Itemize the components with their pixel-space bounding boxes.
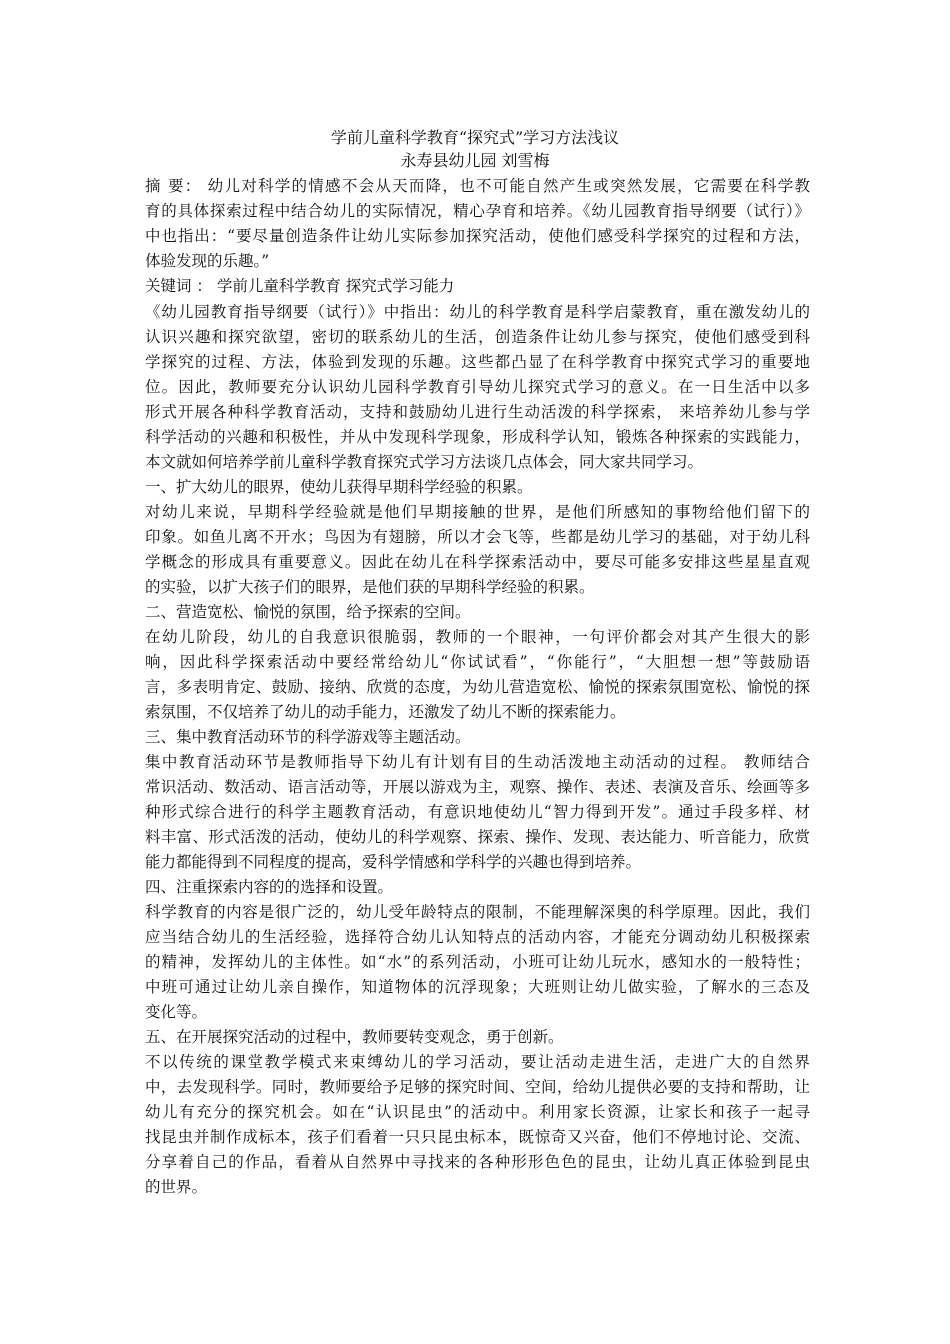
paragraph-line: 料丰富、形式活泼的活动，使幼儿的科学观察、探索、操作、发现、表达能力、听音能力，欣赏	[145, 828, 810, 846]
paragraph-line: 的实验，以扩大孩子们的眼界，是他们获的早期科学经验的积累。	[145, 578, 595, 596]
paragraph-line: 找昆虫并制作成标本，孩子们看着一只只昆虫标本，既惊奇又兴奋，他们不停地讨论、交流、	[145, 1128, 810, 1146]
paragraph-line: 响，因此科学探索活动中要经常给幼儿“你试试看”，“你能行”，“大胆想一想”等鼓励语	[145, 653, 810, 671]
paragraph-line: 认识兴趣和探究欲望，密切的联系幼儿的生活，创造条件让幼儿参与探究，使他们感受到科	[145, 328, 810, 346]
paragraph-line: 变化等。	[145, 1003, 208, 1021]
paragraph-line: 位。因此，教师要充分认识幼儿园科学教育引导幼儿探究式学习的意义。在一日生活中以多	[145, 378, 810, 396]
paragraph-line: 学探究的过程、方法，体验到发现的乐趣。这些都凸显了在科学教育中探究式学习的重要地	[145, 353, 810, 371]
paragraph-line: 科学教育的内容是很广泛的，幼儿受年龄特点的限制，不能理解深奥的科学原理。因此，我们	[145, 903, 810, 921]
paragraph-line: 中班可通过让幼儿亲自操作，知道物体的沉浮现象；大班则让幼儿做实验，了解水的三态及	[145, 978, 810, 996]
paragraph-line: 幼儿有充分的探究机会。如在“认识昆虫”的活动中。利用家长资源，让家长和孩子一起寻	[145, 1103, 810, 1121]
paragraph-line: 对幼儿来说，早期科学经验就是他们早期接触的世界，是他们所感知的事物给他们留下的	[145, 503, 810, 521]
paragraph-line: 在幼儿阶段，幼儿的自我意识很脆弱，教师的一个眼神，一句评价都会对其产生很大的影	[145, 628, 810, 646]
paragraph-line: 索氛围，不仅培养了幼儿的动手能力，还激发了幼儿不断的探索能力。	[145, 703, 626, 721]
section-heading: 五、在开展探究活动的过程中，教师要转变观念，勇于创新。	[145, 1028, 564, 1046]
paragraph-line: 形式开展各种科学教育活动，支持和鼓励幼儿进行生动活泼的科学探索， 来培养幼儿参与学	[145, 403, 810, 421]
abstract-line: 摘 要： 幼儿对科学的情感不会从天而降，也不可能自然产生或突然发展，它需要在科学教	[145, 177, 810, 195]
paragraph-line: 集中教育活动环节是教师指导下幼儿有计划有目的生动活泼地主动活动的过程。 教师结合	[145, 753, 810, 771]
paragraph-line: 能力都能得到不同程度的提高，爱科学情感和学科学的兴趣也得到培养。	[145, 853, 642, 871]
abstract-line: 体验发现的乐趣。”	[145, 252, 270, 270]
paragraph-line: 的世界。	[145, 1178, 208, 1196]
paragraph-line: 科学活动的兴趣和积极性，并从中发现科学现象，形成科学认知，锻炼各种探索的实践能力，	[145, 428, 810, 446]
abstract-line: 中也指出：“要尽量创造条件让幼儿实际参加探究活动，使他们感受科学探究的过程和方法，	[145, 227, 810, 245]
section-heading: 二、营造宽松、愉悦的氛围，给予探索的空间。	[145, 603, 471, 621]
paragraph-line: 印象。如鱼儿离不开水；鸟因为有翅膀，所以才会飞等，些都是幼儿学习的基础，对于幼儿科	[145, 528, 810, 546]
section-heading: 四、注重探索内容的的选择和设置。	[145, 878, 394, 896]
abstract-line: 育的具体探索过程中结合幼儿的实际情况，精心孕育和培养。《幼儿园教育指导纲要（试行）》	[145, 202, 810, 220]
paragraph-line: 的精神，发挥幼儿的主体性。如“水”的系列活动，小班可让幼儿玩水，感知水的一般特性；	[145, 953, 810, 971]
paragraph-line: 学概念的形成具有重要意义。因此在幼儿在科学探索活动中，要尽可能多安排这些星星直观	[145, 553, 810, 571]
paragraph-line: 言，多表明肯定、鼓励、接纳、欣赏的态度，为幼儿营造宽松、愉悦的探索氛围宽松、愉悦的探	[145, 678, 810, 696]
author-line: 永寿县幼儿园 刘雪梅	[400, 151, 550, 170]
paragraph-line: 中，去发现科学。同时，教师要给予足够的探究时间、空间，给幼儿提供必要的支持和帮助，让	[145, 1078, 810, 1096]
section-heading: 一、扩大幼儿的眼界，使幼儿获得早期科学经验的积累。	[145, 478, 533, 496]
paragraph-line: 分享着自己的作品，看着从自然界中寻找来的各种形形色色的昆虫，让幼儿真正体验到昆虫	[145, 1153, 810, 1171]
keywords-line: 关键词 ： 学前儿童科学教育 探究式学习能力	[145, 277, 455, 295]
paragraph-line: 本文就如何培养学前儿童科学教育探究式学习方法谈几点体会，同大家共同学习。	[145, 453, 704, 471]
paragraph-line: 应当结合幼儿的生活经验，选择符合幼儿认知特点的活动内容，才能充分调动幼儿积极探索	[145, 928, 810, 946]
paragraph-line: 种形式综合进行的科学主题教育活动，有意识地使幼儿“智力得到开发”。通过手段多样、材	[145, 803, 810, 821]
document-title: 学前儿童科学教育“探究式”学习方法浅议	[330, 128, 620, 147]
paragraph-line: 不以传统的课堂教学模式来束缚幼儿的学习活动，要让活动走进生活，走进广大的自然界	[145, 1053, 810, 1071]
paragraph-line: 常识活动、数活动、语言活动等，开展以游戏为主，观察、操作、表述、表演及音乐、绘画等多	[145, 778, 810, 796]
section-heading: 三、集中教育活动环节的科学游戏等主题活动。	[145, 728, 471, 746]
paragraph-line: 《幼儿园教育指导纲要（试行）》中指出：幼儿的科学教育是科学启蒙教育，重在激发幼儿的	[145, 303, 810, 321]
